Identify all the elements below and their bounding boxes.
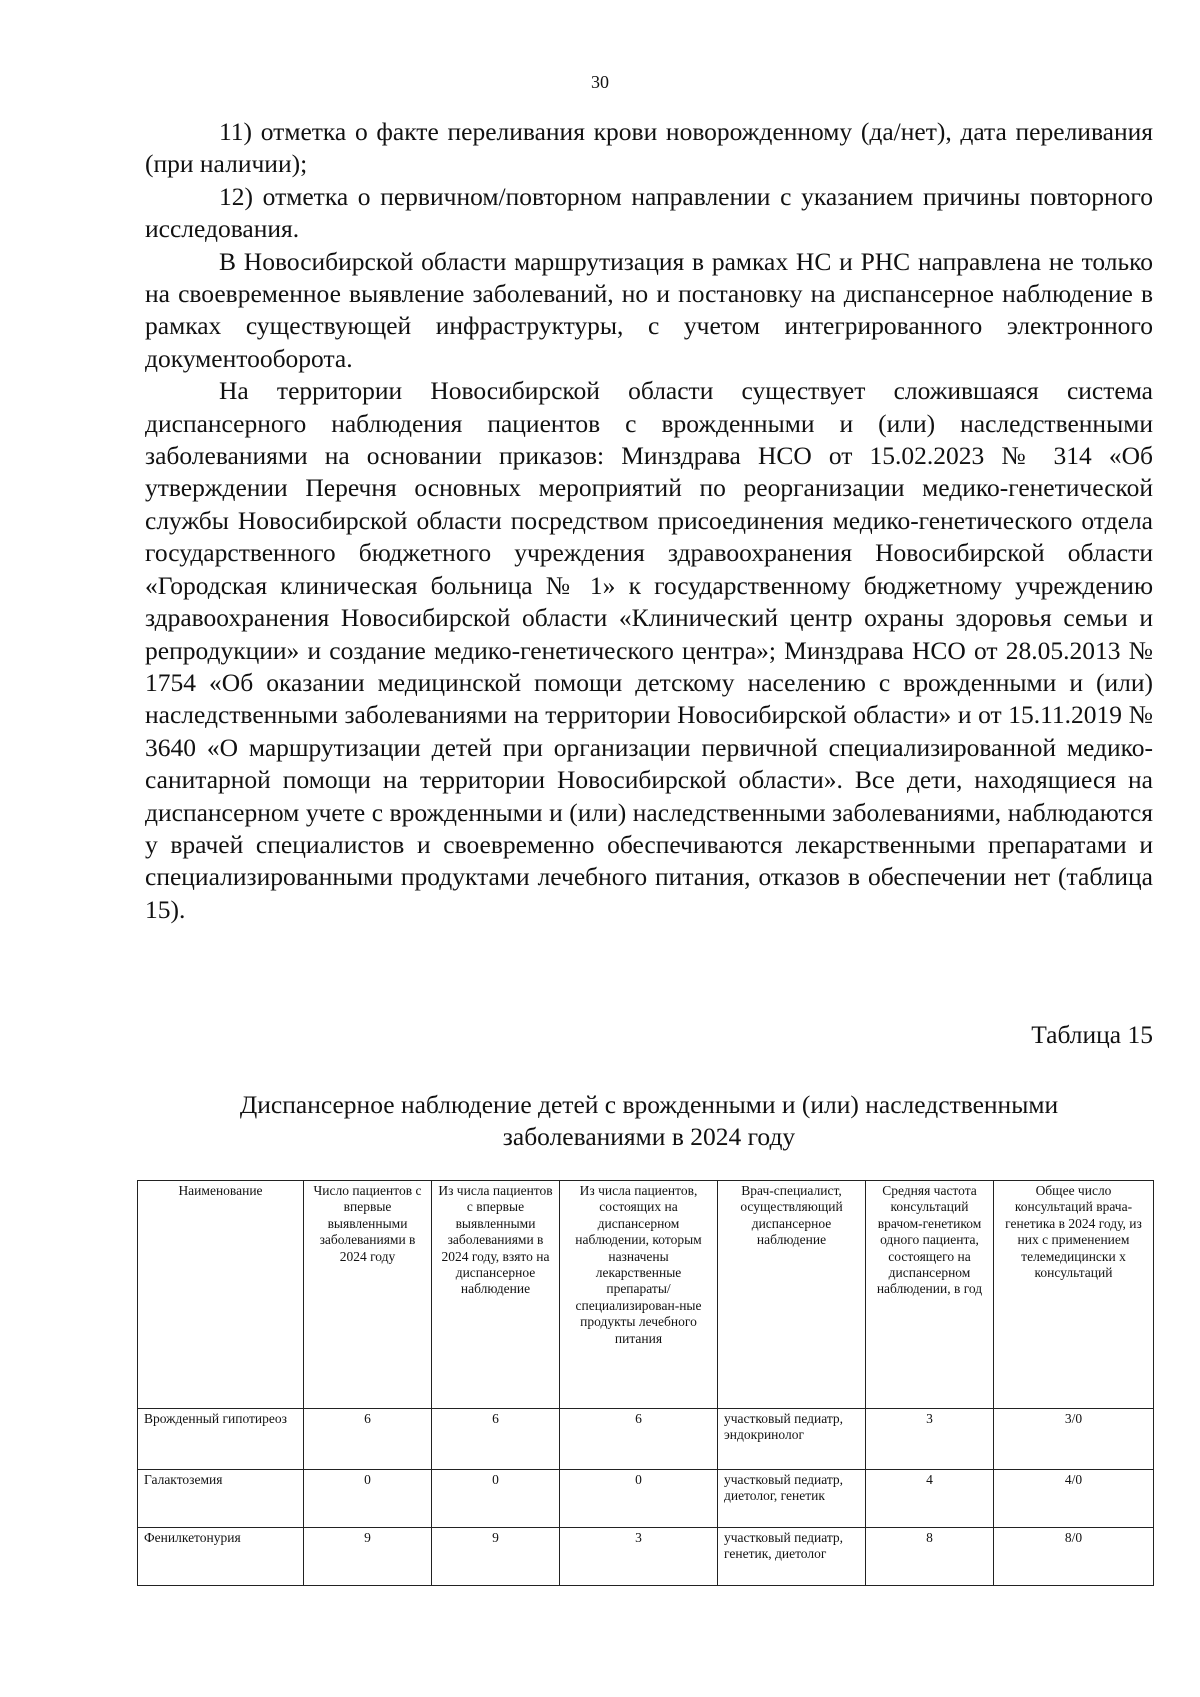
- cell-specialist: участковый педиатр, эндокринолог: [718, 1409, 866, 1470]
- table-title: [145, 1089, 1153, 1153]
- cell-name: Врожденный гипотиреоз: [138, 1409, 304, 1470]
- paragraph-routing: В Новосибирской области маршрутизация в рамках НС и РНС направлена не только на своевременное выявление заболеваний, но и постановку на диспансерное наблюдение в рамках существующей инфраструктуры, с учетом интегрированного электронного документооборота.: [145, 246, 1153, 373]
- cell-new-patients: 0: [304, 1470, 432, 1528]
- cell-name: Фенилкетонурия: [138, 1528, 304, 1586]
- cell-new-patients: 9: [304, 1528, 432, 1586]
- cell-frequency: 8: [866, 1528, 994, 1586]
- cell-specialist: участковый педиатр, генетик, диетолог: [718, 1528, 866, 1586]
- cell-prescribed: 3: [560, 1528, 718, 1586]
- page-number: 30: [591, 72, 609, 92]
- paragraph-item-12: 12) отметка о первичном/повторном направлении с указанием причины повторного исследования.: [145, 181, 1153, 244]
- table-row: [138, 1528, 1154, 1586]
- table-header-row: [138, 1181, 1154, 1409]
- cell-taken: 9: [432, 1528, 560, 1586]
- cell-frequency: 4: [866, 1470, 994, 1528]
- header-average-frequency: Средняя частота консультаций врачом-генетиком одного пациента, состоящего на диспансерном наблюдении, в год: [866, 1181, 994, 1409]
- dispensary-table: [137, 1180, 1154, 1586]
- cell-prescribed: 0: [560, 1470, 718, 1528]
- header-prescribed-drugs: Из числа пациентов, состоящих на диспансерном наблюдении, которым назначены лекарственные препараты/ специализирован-ные продукты лечебного питания: [560, 1181, 718, 1409]
- paragraph-dispensary-system: На территории Новосибирской области существует сложившаяся система диспансерного наблюдения пациентов с врожденными и (или) наследственными заболеваниями на основании приказов: Минздрава НСО от 15.02.2023 № 314 «Об утверждении Перечня основных мероприятий по реорганизации медико-генетической службы Новосибирской области посредством присоединения медико-генетического отдела государственного бюджетного учреждения здравоохранения Новосибирской области «Городская клиническая больница № 1» к государственному бюджетному учреждению здравоохранения Новосибирской области «Клинический центр охраны здоровья семьи и репродукции» и создание медико-генетического центра»; Минздрава НСО от 28.05.2013 № 1754 «Об оказании медицинской помощи детскому населению с врожденными и (или) наследственными заболеваниями на территории Новосибирской области» и от 15.11.2019 № 3640 «О маршрутизации детей при организации первичной специализированной медико-санитарной помощи на территории Новосибирской области». Все дети, находящиеся на диспансерном учете с врожденными и (или) наследственными заболеваниями, наблюдаются у врачей специалистов и своевременно обеспечиваются лекарственными препаратами и специализированными продуктами лечебного питания, отказов в обеспечении нет (таблица 15).: [145, 376, 1153, 924]
- cell-new-patients: 6: [304, 1409, 432, 1470]
- cell-specialist: участковый педиатр, диетолог, генетик: [718, 1470, 866, 1528]
- header-taken-under-observation: Из числа пациентов с впервые выявленными заболеваниями в 2024 году, взято на диспансерное наблюдение: [432, 1181, 560, 1409]
- cell-name: Галактоземия: [138, 1470, 304, 1528]
- cell-total: 4/0: [994, 1470, 1154, 1528]
- table-title-line-2: заболеваниями в 2024 году: [502, 1122, 796, 1151]
- body-text: [145, 116, 1153, 926]
- cell-taken: 6: [432, 1409, 560, 1470]
- cell-total: 8/0: [994, 1528, 1154, 1586]
- header-total-consultations: Общее число консультаций врача-генетика в 2024 году, из них с применением телемедицински х консультаций: [994, 1181, 1154, 1409]
- cell-total: 3/0: [994, 1409, 1154, 1470]
- header-name: Наименование: [138, 1181, 304, 1409]
- table-title-line-1: Диспансерное наблюдение детей с врожденными и (или) наследственными: [239, 1090, 1059, 1119]
- cell-frequency: 3: [866, 1409, 994, 1470]
- header-new-patients: Число пациентов с впервые выявленными заболеваниями в 2024 году: [304, 1181, 432, 1409]
- table-row: [138, 1470, 1154, 1528]
- cell-taken: 0: [432, 1470, 560, 1528]
- cell-prescribed: 6: [560, 1409, 718, 1470]
- table-label: Таблица 15: [1031, 1020, 1153, 1049]
- paragraph-item-11: 11) отметка о факте переливания крови новорожденному (да/нет), дата переливания (при наличии);: [145, 117, 1153, 179]
- table-row: [138, 1409, 1154, 1470]
- header-specialist: Врач-специалист, осуществляющий диспансерное наблюдение: [718, 1181, 866, 1409]
